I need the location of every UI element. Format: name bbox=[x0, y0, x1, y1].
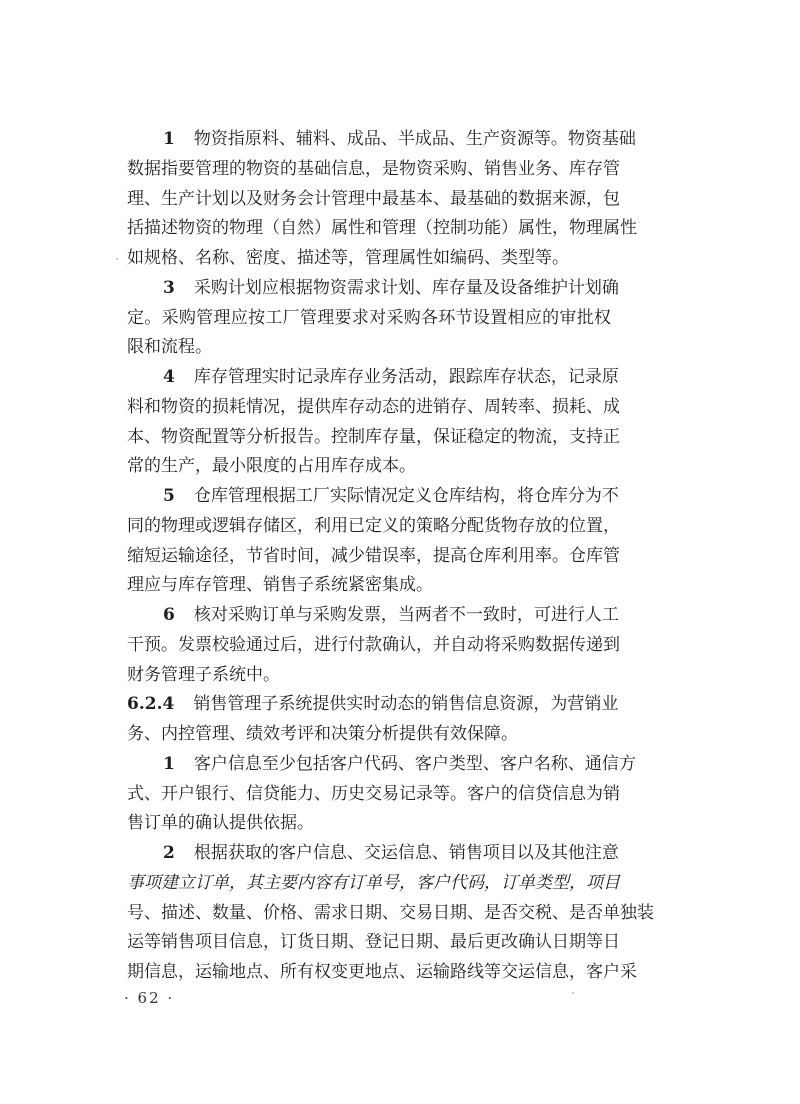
line-text: 如规格、名称、密度、描述等，管理属性如编码、类型等。 bbox=[127, 248, 569, 268]
line-text: 括描述物资的物理（自然）属性和管理（控制功能）属性，物理属性 bbox=[127, 218, 637, 239]
text-line bbox=[127, 750, 636, 780]
text-line bbox=[127, 185, 620, 215]
line-text: 理应与库存管理、销售子系统紧密集成。 bbox=[127, 575, 433, 596]
line-text: 根据获取的客户信息、交运信息、销售项目以及其他注意 bbox=[193, 843, 619, 863]
text-line bbox=[127, 780, 620, 810]
line-text: 料和物资的损耗情况，提供库存动态的进销存、周转率、损耗、成 bbox=[127, 396, 620, 417]
text-line bbox=[127, 423, 620, 453]
paragraph-section-6-2-4 bbox=[127, 690, 619, 750]
text-line bbox=[127, 214, 637, 244]
document-body bbox=[127, 125, 654, 988]
item-number: 1 bbox=[163, 753, 175, 774]
line-text: 务、内控管理、绩效考评和决策分析提供有效保障。 bbox=[127, 724, 518, 744]
paragraph-p2-order bbox=[127, 839, 654, 988]
text-line bbox=[127, 393, 620, 423]
text-line bbox=[127, 155, 620, 185]
item-number: 6 bbox=[163, 605, 175, 625]
text-line bbox=[127, 304, 611, 334]
line-text: 期信息，运输地点、所有权变更地点、运输路线等交运信息，客户采 bbox=[127, 962, 637, 982]
line-text: 仓库管理根据工厂实际情况定义仓库结构，将仓库分为不 bbox=[193, 486, 619, 506]
line-text: 缩短运输途径，节省时间，减少错误率，提高仓库利用率。仓库管 bbox=[127, 545, 620, 566]
paragraph-p1-customer bbox=[127, 750, 636, 839]
text-line bbox=[127, 899, 654, 929]
line-text: 采购计划应根据物资需求计划、库存量及设备维护计划确 bbox=[193, 277, 619, 298]
text-line bbox=[127, 928, 620, 958]
text-line bbox=[127, 839, 619, 869]
paragraph-p1-materials bbox=[127, 125, 637, 274]
text-line bbox=[127, 571, 611, 601]
item-number: 1 bbox=[163, 129, 175, 149]
line-text: 号、描述、数量、价格、需求日期、交易日期、是否交税、是否单独装 bbox=[127, 902, 654, 923]
line-text: 干预。发票校验通过后，进行付款确认，并自动将采购数据传递到 bbox=[127, 634, 620, 655]
line-text: 售订单的确认提供依据。 bbox=[127, 813, 314, 834]
paragraph-p6-invoice bbox=[127, 601, 620, 690]
scan-speck bbox=[572, 992, 574, 994]
text-line bbox=[127, 452, 611, 482]
line-text: 核对采购订单与采购发票，当两者不一致时，可进行人工 bbox=[193, 605, 619, 625]
item-number: 5 bbox=[163, 486, 175, 506]
line-text: 理、生产计划以及财务会计管理中最基本、最基础的数据来源，包 bbox=[127, 188, 620, 209]
line-text: 财务管理子系统中。 bbox=[127, 664, 280, 685]
item-number: 3 bbox=[163, 277, 175, 298]
line-text: 本、物资配置等分析报告。控制库存量，保证稳定的物流，支持正 bbox=[127, 426, 620, 447]
line-text: 库存管理实时记录库存业务活动，跟踪库存状态，记录原 bbox=[193, 367, 619, 387]
text-line bbox=[127, 690, 619, 720]
text-line bbox=[127, 809, 611, 839]
line-text: 数据指要管理的物资的基础信息，是物资采购、销售业务、库存管 bbox=[127, 158, 620, 179]
text-line bbox=[127, 244, 611, 274]
text-line bbox=[127, 958, 637, 988]
text-line bbox=[127, 631, 620, 661]
text-line bbox=[127, 274, 619, 304]
text-line bbox=[127, 333, 611, 363]
line-text: 运等销售项目信息，订货日期、登记日期、最后更改确认日期等日 bbox=[127, 932, 620, 953]
item-number: 6.2.4 bbox=[127, 694, 175, 715]
paragraph-p3-purchase-plan bbox=[127, 274, 619, 363]
line-text: 销售管理子系统提供实时动态的销售信息资源，为营销业 bbox=[193, 694, 619, 715]
line-text: 事项建立订单，其主要内容有订单号，客户代码，订单类型，项目 bbox=[127, 872, 620, 893]
text-line bbox=[127, 661, 611, 691]
text-line bbox=[127, 542, 620, 572]
text-line bbox=[127, 601, 619, 631]
text-line bbox=[127, 363, 619, 393]
text-line bbox=[127, 869, 620, 899]
item-number: 2 bbox=[163, 843, 175, 863]
item-number: 4 bbox=[163, 367, 175, 387]
line-text: 客户信息至少包括客户代码、客户类型、客户名称、通信方 bbox=[193, 753, 636, 774]
text-line bbox=[127, 720, 611, 750]
page-number: · 62 · bbox=[124, 989, 175, 1007]
paragraph-p4-inventory bbox=[127, 363, 620, 482]
line-text: 定。采购管理应按工厂管理要求对采购各环节设置相应的审批权 bbox=[127, 307, 611, 328]
text-line bbox=[127, 512, 620, 542]
paragraph-p5-warehouse bbox=[127, 482, 620, 601]
line-text: 限和流程。 bbox=[127, 337, 212, 358]
text-line bbox=[127, 482, 619, 512]
line-text: 物资指原料、辅料、成品、半成品、生产资源等。物资基础 bbox=[193, 129, 636, 149]
text-line bbox=[127, 125, 636, 155]
line-text: 式、开户银行、信贷能力、历史交易记录等。客户的信贷信息为销 bbox=[127, 783, 620, 804]
line-text: 同的物理或逻辑存储区，利用已定义的策略分配货物存放的位置， bbox=[127, 515, 620, 536]
line-text: 常的生产，最小限度的占用库存成本。 bbox=[127, 456, 416, 477]
scan-speck bbox=[116, 258, 118, 260]
